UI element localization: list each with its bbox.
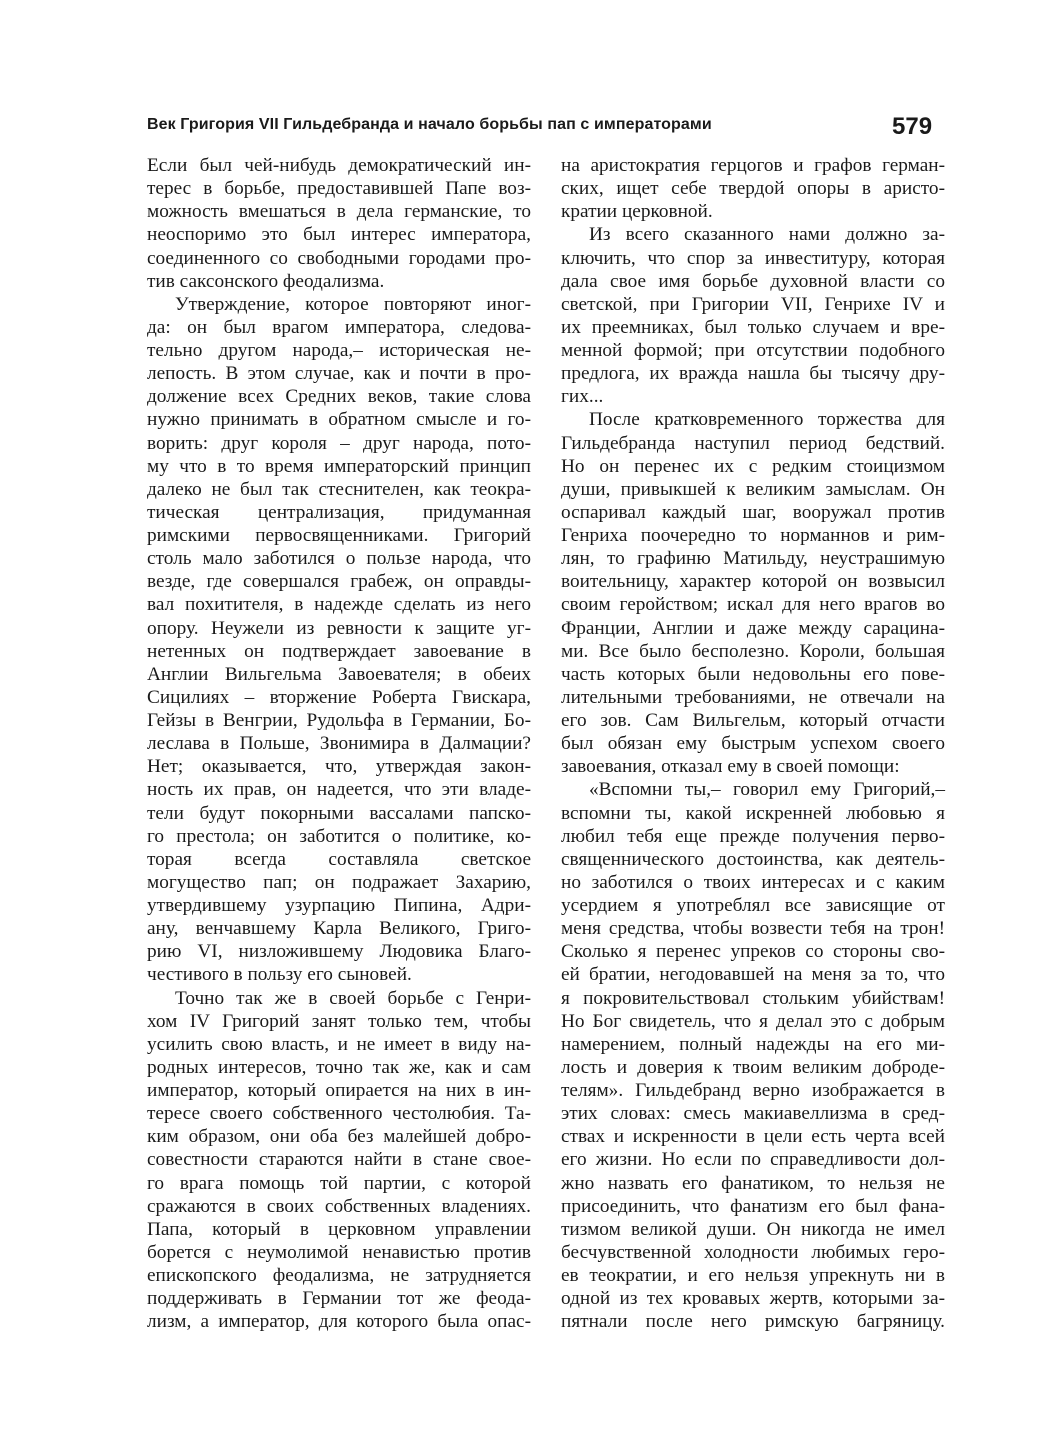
text-line: честивого в пользу его сыновей.: [147, 964, 412, 986]
right-column: [561, 154, 945, 1333]
text-line: го врага помощь той партии, с которой: [147, 1172, 531, 1194]
text-line: ворить: друг короля – друг народа, пото-: [147, 432, 531, 454]
text-line: Из всего сказанного нами должно за-: [589, 224, 945, 246]
text-line: ских, ищет себе твердой опоры в аристо-: [561, 178, 945, 200]
text-line: ким образом, они оба без малейшей добро-: [147, 1126, 531, 1148]
text-line: сражаются в своих собственных владениях.: [147, 1195, 531, 1217]
text-line: лительными требованиями, не отвечали на: [561, 686, 945, 708]
text-line: телям». Гильдебранд верно изображается в: [561, 1080, 945, 1101]
text-line: часть которых были недовольны его пове-: [561, 663, 945, 685]
text-line: усилить свою власть, и не имеет в виду на-: [147, 1033, 531, 1055]
paragraph: [147, 987, 531, 1334]
text-line: леслава в Польше, Звонимира в Далмации?: [147, 733, 531, 755]
text-line: но заботился о твоих интересах и с каким: [561, 871, 945, 893]
text-line: После кратковременного торжества для: [589, 409, 945, 431]
text-line: Франции, Англии и даже между сарацина-: [561, 617, 945, 639]
text-line: нужно принимать в обратном смысле и го-: [147, 409, 531, 431]
text-line: могущество пап; он подражает Захарию,: [147, 871, 531, 893]
text-line: священнического достоинства, как деятель-: [561, 848, 945, 870]
text-line: кратии церковной.: [561, 201, 713, 223]
text-line: хом IV Григорий занят только тем, чтобы: [147, 1010, 531, 1032]
text-line: жно назвать его фанатиком, то нельзя не: [561, 1172, 945, 1194]
text-line: везде, где совершался грабеж, он оправды-: [147, 571, 531, 593]
text-line: да: он был врагом императора, следова-: [147, 316, 531, 338]
text-line: вал похитителя, в надежде сделать из него: [147, 594, 531, 616]
text-line: Гейзы в Венгрии, Рудольфа в Германии, Бо-: [147, 710, 531, 731]
text-line: соединенного со свободными городами про-: [147, 247, 531, 269]
text-line: ми. Все было бесполезно. Короли, большая: [561, 640, 945, 662]
text-line: лепость. В этом случае, как и почти в про-: [147, 363, 531, 385]
text-line: гих...: [561, 386, 604, 408]
text-line: нетенных он подтверждает завоевание в: [147, 640, 531, 662]
text-line: Точно так же в своей борьбе с Генри-: [175, 987, 531, 1009]
text-line: совестности стараются найти в стане свое-: [147, 1149, 531, 1171]
text-line: лян, то графиню Матильду, неустрашимую: [561, 548, 945, 570]
text-line: далеко не был так стеснителен, как теокра-: [147, 478, 531, 500]
text-line: опору. Неужели из ревности к защите уг-: [147, 617, 531, 639]
text-line: присоединить, что фанатизм его был фана-: [561, 1195, 945, 1217]
text-line: Гильдебранда наступил период бедствий.: [561, 432, 945, 454]
text-line: неоспоримо это был интерес императора,: [147, 224, 531, 246]
text-line: «Вспомни ты,– говорил ему Григорий,–: [589, 779, 945, 801]
text-line: борется с неумолимой ненавистью против: [147, 1241, 531, 1263]
text-line: на аристократия герцогов и графов герман-: [561, 155, 945, 176]
text-line: ей братии, негодовавшей на меня за то, что: [561, 964, 945, 986]
text-line: тельно другом народа,– историческая не-: [147, 340, 531, 361]
text-line: тив саксонского феодализма.: [147, 270, 385, 292]
text-line: этих словах: смесь макиавеллизма в сред-: [561, 1103, 945, 1125]
text-line: лизм, а император, для которого была опас-: [147, 1311, 531, 1333]
text-line: поддерживать в Германии тот же феода-: [147, 1288, 531, 1310]
text-line: римскими первосвященниками. Григорий: [147, 525, 531, 546]
text-line: ствах и искренности в цели есть черта всей: [561, 1126, 945, 1148]
text-line: Но Бог свидетель, что я делал это с добрым: [561, 1010, 945, 1032]
text-line: тересе своего собственного честолюбия. Та-: [147, 1103, 531, 1125]
text-line: своим геройством; искал для него врагов во: [561, 594, 945, 616]
text-line: завоевания, отказал ему в своей помощи:: [561, 756, 900, 778]
text-line: тизмом великой души. Он никогда не имел: [561, 1218, 945, 1240]
text-line: воительницу, характер которой он возвысил: [561, 571, 945, 593]
paragraph: [561, 154, 945, 223]
text-line: ключить, что спор за инвеституру, которая: [561, 247, 945, 269]
text-line: оспаривал каждый шаг, вооружал против: [561, 501, 945, 523]
text-line: был обязан ему быстрым успехом своего: [561, 733, 945, 755]
text-line: епископского феодализма, не затрудняется: [147, 1265, 531, 1286]
text-line: император, который опирается на них в ин-: [147, 1080, 531, 1101]
text-line: намерением, полный надежды на его ми-: [561, 1033, 945, 1055]
text-line: торая всегда составляла светское: [147, 848, 531, 870]
text-line: ев теократии, и его нельзя упрекнуть ни в: [561, 1265, 945, 1286]
text-line: ность их прав, он надеется, что эти владе-: [147, 779, 531, 801]
text-line: тели будут покорными вассалами папско-: [147, 802, 531, 824]
text-line: предлога, их вражда нашла бы тысячу дру-: [561, 363, 945, 385]
text-line: усердием я употреблял все зависящие от: [561, 895, 945, 916]
text-line: Папа, который в церковном управлении: [147, 1218, 531, 1240]
text-line: их преемниках, был только случаем и вре-: [561, 316, 945, 338]
text-line: лость и доверия к твоим великим доброде-: [561, 1056, 945, 1078]
text-line: светской, при Григории VII, Генрихе IV и: [561, 293, 945, 315]
text-line: бесчувственной холодности любимых геро-: [561, 1241, 945, 1263]
text-line: вспомни ты, какой искренней любовью я: [561, 802, 945, 824]
left-column: [147, 154, 531, 1333]
page-number: 579: [892, 113, 933, 140]
text-line: рию VI, низложившему Людовика Благо-: [147, 941, 531, 963]
text-line: Если был чей-нибудь демократический ин-: [147, 155, 531, 176]
text-line: я покровительствовал стольким убийствам!: [561, 987, 945, 1009]
text-line: любил тебя еще прежде получения перво-: [561, 825, 945, 847]
text-line: души, привыкшей к великим замыслам. Он: [561, 478, 945, 500]
text-line: Сколько я перенес упреков со стороны сво-: [561, 941, 945, 963]
text-line: утвердившему узурпацию Пипина, Адри-: [147, 895, 531, 916]
text-line: Сицилиях – вторжение Роберта Гвискара,: [147, 686, 531, 708]
text-line: терес в борьбе, предоставившей Папе воз-: [147, 178, 531, 200]
running-title: Век Григория VII Гильдебранда и начало борьбы пап с императорами: [147, 116, 712, 133]
text-line: столь мало заботился о пользе народа, что: [147, 548, 531, 570]
text-line: Нет; оказывается, что, утверждая закон-: [147, 756, 531, 778]
text-line: ану, венчавшему Карла Великого, Григо-: [147, 918, 531, 940]
text-line: тическая централизация, придуманная: [147, 501, 531, 523]
text-line: Генриха поочередно то норманнов и рим-: [561, 525, 945, 546]
text-line: его зов. Сам Вильгельм, который отчасти: [561, 710, 945, 731]
paragraph: [147, 154, 531, 293]
text-line: должение всех Средних веков, такие слова: [147, 386, 531, 408]
paragraph: [561, 778, 945, 1333]
text-line: пятнали после него римскую багряницу.: [561, 1311, 945, 1333]
text-line: Но он перенес их с редким стоицизмом: [561, 455, 945, 477]
text-line: му что в то время императорский принцип: [147, 455, 531, 477]
text-line: менной формой; при отсутствии подобного: [561, 340, 945, 361]
text-line: одной из тех кровавых жертв, которыми за-: [561, 1288, 945, 1310]
text-line: можность вмешаться в дела германские, то: [147, 201, 531, 223]
text-line: дала свое имя борьбе духовной власти со: [561, 270, 945, 292]
text-line: Утверждение, которое повторяют иног-: [175, 293, 531, 315]
paragraph: [147, 293, 531, 987]
paragraph: [561, 408, 945, 778]
text-line: Англии Вильгельма Завоевателя; в обеих: [147, 663, 531, 685]
paragraph: [561, 223, 945, 408]
text-line: его жизни. Но если по справедливости дол-: [561, 1149, 945, 1171]
text-line: го престола; он заботится о политике, ко-: [147, 825, 531, 847]
text-line: родных интересов, точно так же, как и сам: [147, 1056, 531, 1078]
text-line: меня средства, чтобы возвести тебя на трон!: [561, 918, 945, 940]
